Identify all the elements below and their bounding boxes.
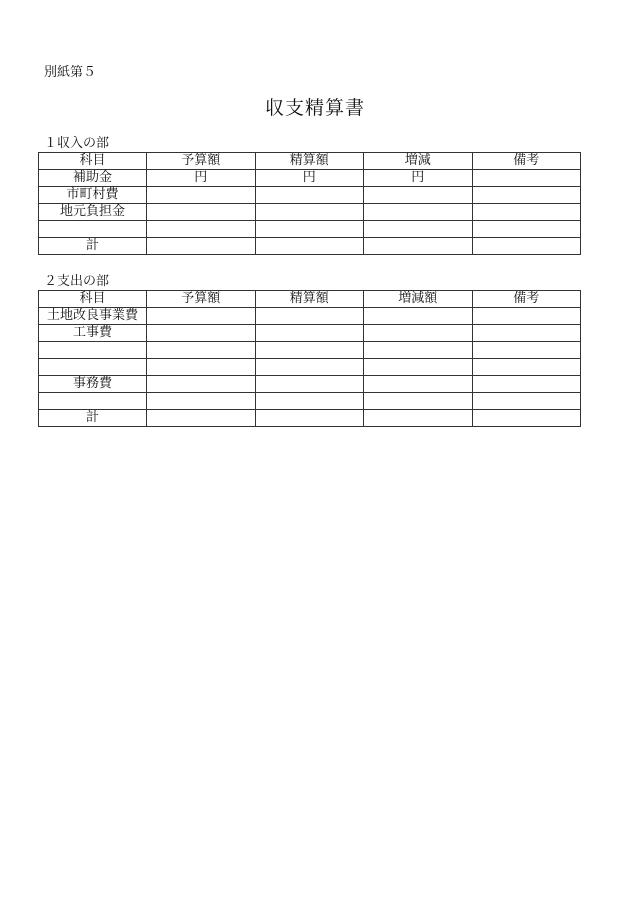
table-row (39, 342, 581, 359)
table-cell (147, 187, 256, 204)
total-row (39, 410, 581, 427)
table-cell (39, 359, 147, 376)
header-cell-budget: 予算額 (147, 153, 256, 170)
table-cell (147, 359, 256, 376)
header-cell-subject: 科目 (39, 153, 147, 170)
table-cell: 市町村費 (39, 187, 147, 204)
annex-label: 別紙第５ (44, 65, 97, 80)
header-cell-change: 増減額 (364, 291, 473, 308)
table-row (39, 325, 581, 342)
table-cell (255, 221, 364, 238)
table-cell (255, 308, 364, 325)
table-cell (364, 187, 473, 204)
table-cell (255, 238, 364, 255)
table-cell (147, 393, 256, 410)
table-cell (472, 170, 581, 187)
table-cell (364, 308, 473, 325)
table-cell (364, 325, 473, 342)
header-cell-remarks: 備考 (472, 291, 581, 308)
table-cell (39, 221, 147, 238)
table-cell (255, 342, 364, 359)
table-cell: 計 (39, 410, 147, 427)
table-row (39, 170, 581, 187)
expense-header-row (39, 291, 581, 308)
table-cell: 円 (147, 170, 256, 187)
table-cell (472, 238, 581, 255)
table-cell (364, 393, 473, 410)
expense-section-label: ２支出の部 (44, 274, 110, 289)
table-cell: 事務費 (39, 376, 147, 393)
table-row (39, 393, 581, 410)
table-cell (472, 204, 581, 221)
table-cell (472, 187, 581, 204)
table-cell (364, 359, 473, 376)
table-cell (147, 238, 256, 255)
table-cell: 地元負担金 (39, 204, 147, 221)
table-row (39, 308, 581, 325)
table-cell (39, 342, 147, 359)
total-row (39, 238, 581, 255)
table-cell (364, 342, 473, 359)
table-cell (364, 410, 473, 427)
table-cell (364, 376, 473, 393)
table-cell: 円 (364, 170, 473, 187)
header-cell-change: 増減 (364, 153, 473, 170)
table-row (39, 187, 581, 204)
table-cell (364, 204, 473, 221)
table-cell (39, 393, 147, 410)
table-cell: 円 (255, 170, 364, 187)
table-cell (255, 204, 364, 221)
table-cell (255, 325, 364, 342)
table-cell: 補助金 (39, 170, 147, 187)
table-cell: 計 (39, 238, 147, 255)
table-cell (255, 410, 364, 427)
table-cell (147, 204, 256, 221)
table-cell (147, 342, 256, 359)
expense-table (38, 290, 581, 427)
table-cell (255, 187, 364, 204)
header-cell-subject: 科目 (39, 291, 147, 308)
table-cell (472, 393, 581, 410)
income-header-row (39, 153, 581, 170)
table-row (39, 204, 581, 221)
table-cell (147, 325, 256, 342)
table-cell (472, 221, 581, 238)
table-row (39, 221, 581, 238)
header-cell-settled: 精算額 (255, 291, 364, 308)
table-cell (255, 376, 364, 393)
table-cell (472, 359, 581, 376)
table-cell (147, 376, 256, 393)
table-cell: 工事費 (39, 325, 147, 342)
table-cell (364, 221, 473, 238)
table-cell: 土地改良事業費 (39, 308, 147, 325)
table-cell (472, 342, 581, 359)
table-row (39, 376, 581, 393)
table-cell (472, 410, 581, 427)
table-cell (255, 359, 364, 376)
table-cell (472, 308, 581, 325)
income-section-label: １収入の部 (44, 136, 110, 151)
table-cell (255, 393, 364, 410)
header-cell-remarks: 備考 (472, 153, 581, 170)
table-row (39, 359, 581, 376)
table-cell (364, 238, 473, 255)
header-cell-settled: 精算額 (255, 153, 364, 170)
table-cell (472, 376, 581, 393)
document-title: 収支精算書 (264, 97, 365, 119)
table-cell (147, 308, 256, 325)
income-table (38, 152, 581, 255)
table-cell (472, 325, 581, 342)
header-cell-budget: 予算額 (147, 291, 256, 308)
table-cell (147, 410, 256, 427)
table-cell (147, 221, 256, 238)
